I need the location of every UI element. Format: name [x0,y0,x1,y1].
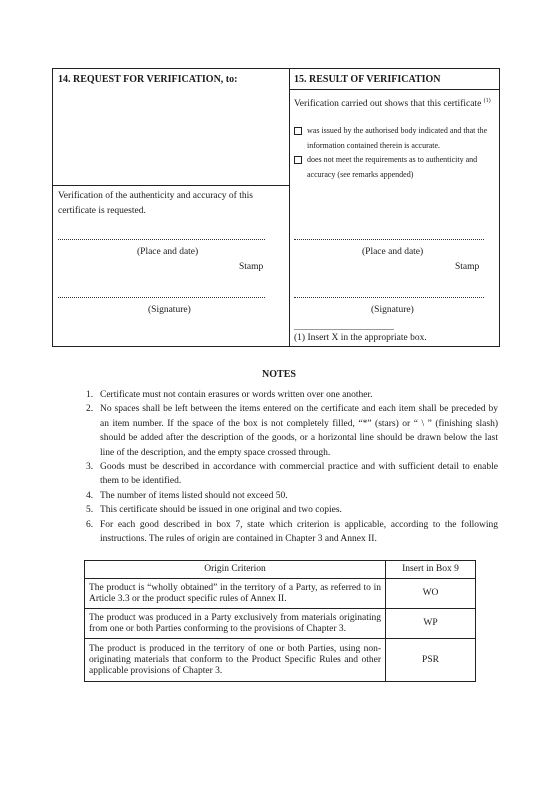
note-text: No spaces shall be left between the items entered on the certificate and each item shall be preceded by an item number. If the space of the box is not completely filled, “*” (stars) or “ \ ” (finishing slash) should be added after the description of the goods, or a horizontal line should be drawn below the last line of the description, and the empty space crossed through. [100,404,498,458]
criterion-cell: The product was produced in a Party exclusively from materials originating from one or both Parties conforming to the provisions of Chapter 3. [85,609,386,639]
note-item [86,388,498,402]
note-item [86,489,498,503]
code-cell: WP [386,609,476,639]
table-row [85,639,476,682]
table-row [85,579,476,609]
signature-line-left[interactable] [58,297,265,298]
code-cell: PSR [386,639,476,682]
note-item [86,503,498,517]
place-date-label-left: (Place and date) [137,247,199,257]
notes-list [86,388,498,546]
note-item [86,402,498,460]
signature-label-right: (Signature) [371,305,414,315]
notes-heading: NOTES [262,369,296,380]
stamp-label-left: Stamp [239,262,264,272]
option-not-authentic-label: does not meet the requirements as to authenticity and accuracy (see remarks appended) [307,155,478,179]
footnote-ref: (1) [483,98,491,104]
checkbox-issued-accurate[interactable] [294,127,302,135]
note-text: Certificate must not contain erasures or words written over one another. [100,390,373,400]
box15-title: 15. RESULT OF VERIFICATION [294,74,441,85]
table-header-row [85,561,476,579]
origin-criterion-table [84,560,476,682]
place-date-line-right[interactable] [294,239,484,240]
note-number: 2. [86,404,94,415]
note-text: For each good described in box 7, state which criterion is applicable, according to the following instructions. The rules of origin are contained in Chapter 3 and Annex II. [100,519,498,545]
footnote: (1) Insert X in the appropriate box. [294,333,427,343]
signature-label-left: (Signature) [148,305,191,315]
option-not-authentic[interactable] [307,152,492,182]
note-text: This certificate should be issued in one original and two copies. [100,505,342,516]
code-cell: WO [386,579,476,609]
note-item [86,460,498,489]
checkbox-not-authentic[interactable] [294,156,302,164]
criterion-cell: The product is produced in the territory of one or both Parties, using non-originating materials that conform to the Product Specific Rules and other applicable provisions of Chapter 3. [85,639,386,682]
place-date-line-left[interactable] [58,239,265,240]
header-insert-box9: Insert in Box 9 [386,561,476,579]
note-text: The number of items listed should not exceed 50. [100,490,288,501]
box14-title: 14. REQUEST FOR VERIFICATION, to: [58,74,238,85]
verification-result-intro [294,94,494,112]
header-origin-criterion: Origin Criterion [85,561,386,579]
table-row [85,609,476,639]
criterion-cell: The product is “wholly obtained” in the territory of a Party, as referred to in Article 3.3 or the product specific rules of Annex II. [85,579,386,609]
left-row-divider [53,185,289,186]
result-intro-text: Verification carried out shows that this certificate [294,99,482,110]
stamp-label-right: Stamp [455,262,480,272]
option-issued-accurate-label: was issued by the authorised body indicated and that the information contained therein is accurate. [307,126,488,150]
signature-line-right[interactable] [294,297,484,298]
verification-form [52,68,500,347]
note-number: 6. [86,519,94,530]
note-number: 3. [86,462,94,473]
verification-request-text: Verification of the authenticity and accuracy of this certificate is requested. [58,191,253,216]
note-number: 1. [86,390,94,400]
option-issued-accurate[interactable] [307,123,492,153]
note-item [86,518,498,547]
right-row-divider [289,89,499,90]
footnote-rule [294,329,394,330]
place-date-label-right: (Place and date) [362,247,424,257]
note-text: Goods must be described in accordance with commercial practice and with sufficient detail to enable them to be identified. [100,462,498,487]
note-number: 5. [86,505,94,516]
column-divider [289,69,290,346]
note-number: 4. [86,490,94,501]
